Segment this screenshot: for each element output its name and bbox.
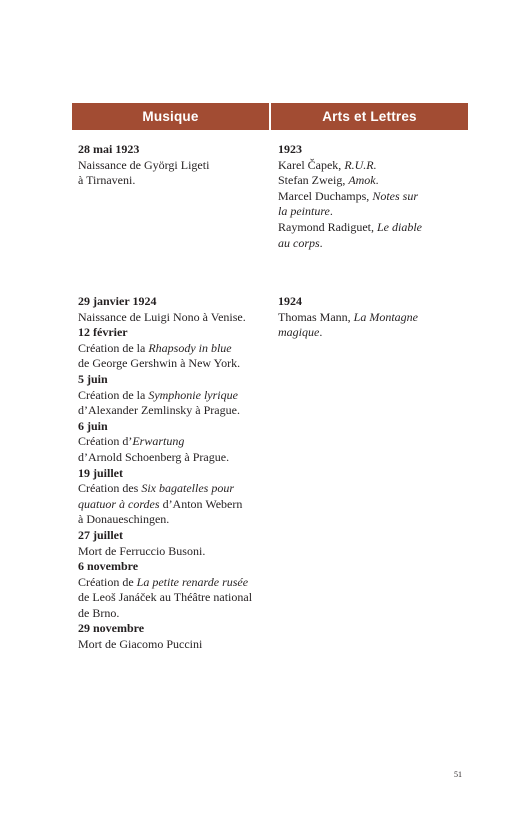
text-line — [278, 236, 468, 252]
text-segment: Six bagatelles pour — [141, 481, 234, 496]
text-line — [78, 528, 268, 544]
header-musique: Musique — [142, 109, 199, 124]
text-line — [78, 325, 268, 341]
text-line — [78, 575, 268, 591]
text-line — [278, 189, 468, 205]
text-segment: Mort de Ferruccio Busoni. — [78, 543, 206, 558]
text-line — [78, 388, 268, 404]
text-line — [278, 294, 468, 310]
text-segment: Thomas Mann, — [278, 309, 354, 324]
text-segment: au corps — [278, 235, 320, 250]
text-segment: d’Alexander Zemlinsky à Prague. — [78, 403, 240, 418]
text-line — [78, 310, 268, 326]
arts-column-1924 — [278, 294, 468, 341]
text-line — [78, 294, 268, 310]
text-line — [78, 481, 268, 497]
text-line — [78, 356, 268, 372]
table-header — [72, 103, 468, 130]
text-line — [78, 403, 268, 419]
text-segment: Création des — [78, 481, 142, 496]
text-segment: la peinture — [278, 204, 330, 219]
date-heading: 29 novembre — [78, 621, 145, 636]
text-segment: à Tirnaveni. — [78, 173, 136, 188]
text-line — [278, 310, 468, 326]
text-line — [78, 372, 268, 388]
text-line — [78, 341, 268, 357]
date-heading: 12 février — [78, 325, 128, 340]
text-segment: Création d’ — [78, 434, 133, 449]
text-segment: . — [319, 235, 323, 250]
text-line — [78, 419, 268, 435]
text-line — [78, 158, 268, 174]
text-segment: magique — [278, 325, 320, 340]
text-segment: Erwartung — [132, 434, 185, 449]
text-segment: d’Anton Webern — [159, 496, 243, 511]
text-segment: Mort de Giacomo Puccini — [78, 637, 203, 652]
text-segment: quatuor à cordes — [78, 496, 160, 511]
header-arts-et-lettres: Arts et Lettres — [322, 109, 417, 124]
music-column-1923 — [78, 142, 268, 189]
text-segment: Création de la — [78, 387, 149, 402]
page-number: 51 — [454, 770, 462, 779]
text-line — [78, 450, 268, 466]
arts-column-1923 — [278, 142, 468, 251]
text-segment: Marcel Duchamps, — [278, 188, 373, 203]
date-heading: 29 janvier 1924 — [78, 294, 157, 308]
text-line — [278, 204, 468, 220]
date-heading: 19 juillet — [78, 465, 123, 480]
text-segment: R.U.R. — [344, 157, 377, 172]
text-line — [278, 220, 468, 236]
text-line — [78, 590, 268, 606]
music-column-1924 — [78, 294, 268, 653]
text-segment: à Donaueschingen. — [78, 512, 170, 527]
text-line — [278, 325, 468, 341]
text-segment: Karel Čapek, — [278, 157, 345, 172]
text-line — [278, 158, 468, 174]
date-heading: 6 juin — [78, 418, 108, 433]
text-line — [78, 559, 268, 575]
text-segment: Le diable — [377, 219, 422, 234]
text-segment: Stefan Zweig, — [278, 173, 349, 188]
text-segment: Raymond Radiguet, — [278, 219, 377, 234]
date-heading: 6 novembre — [78, 559, 139, 574]
date-heading: 27 juillet — [78, 527, 123, 542]
text-segment: Symphonie lyrique — [148, 387, 238, 402]
text-line — [278, 142, 468, 158]
date-heading: 5 juin — [78, 371, 108, 386]
text-line — [78, 512, 268, 528]
text-segment: Amok — [348, 173, 376, 188]
text-line — [78, 606, 268, 622]
date-heading: 28 mai 1923 — [78, 142, 140, 156]
text-segment: . — [375, 173, 379, 188]
text-segment: d’Arnold Schoenberg à Prague. — [78, 449, 230, 464]
text-segment: . — [329, 204, 333, 219]
text-line — [78, 544, 268, 560]
text-segment: de George Gershwin à New York. — [78, 356, 241, 371]
date-heading: 1924 — [278, 294, 302, 308]
text-segment: Naissance de Györgi Ligeti — [78, 157, 210, 172]
text-segment: de Brno. — [78, 605, 120, 620]
text-line — [78, 434, 268, 450]
text-line — [78, 142, 268, 158]
text-line — [278, 173, 468, 189]
text-segment: Rhapsody in blue — [148, 340, 232, 355]
text-line — [78, 466, 268, 482]
date-heading: 1923 — [278, 142, 302, 156]
text-segment: Naissance de Luigi Nono à Venise. — [78, 309, 246, 324]
text-segment: Création de — [78, 574, 137, 589]
text-line — [78, 497, 268, 513]
text-segment: de Leoš Janáček au Théâtre national — [78, 590, 253, 605]
text-segment: Création de la — [78, 340, 149, 355]
text-line — [78, 637, 268, 653]
text-segment: La Montagne — [353, 309, 418, 324]
text-segment: La petite renarde rusée — [136, 574, 249, 589]
text-segment: . — [319, 325, 323, 340]
text-line — [78, 173, 268, 189]
text-line — [78, 621, 268, 637]
text-segment: Notes sur — [372, 188, 418, 203]
